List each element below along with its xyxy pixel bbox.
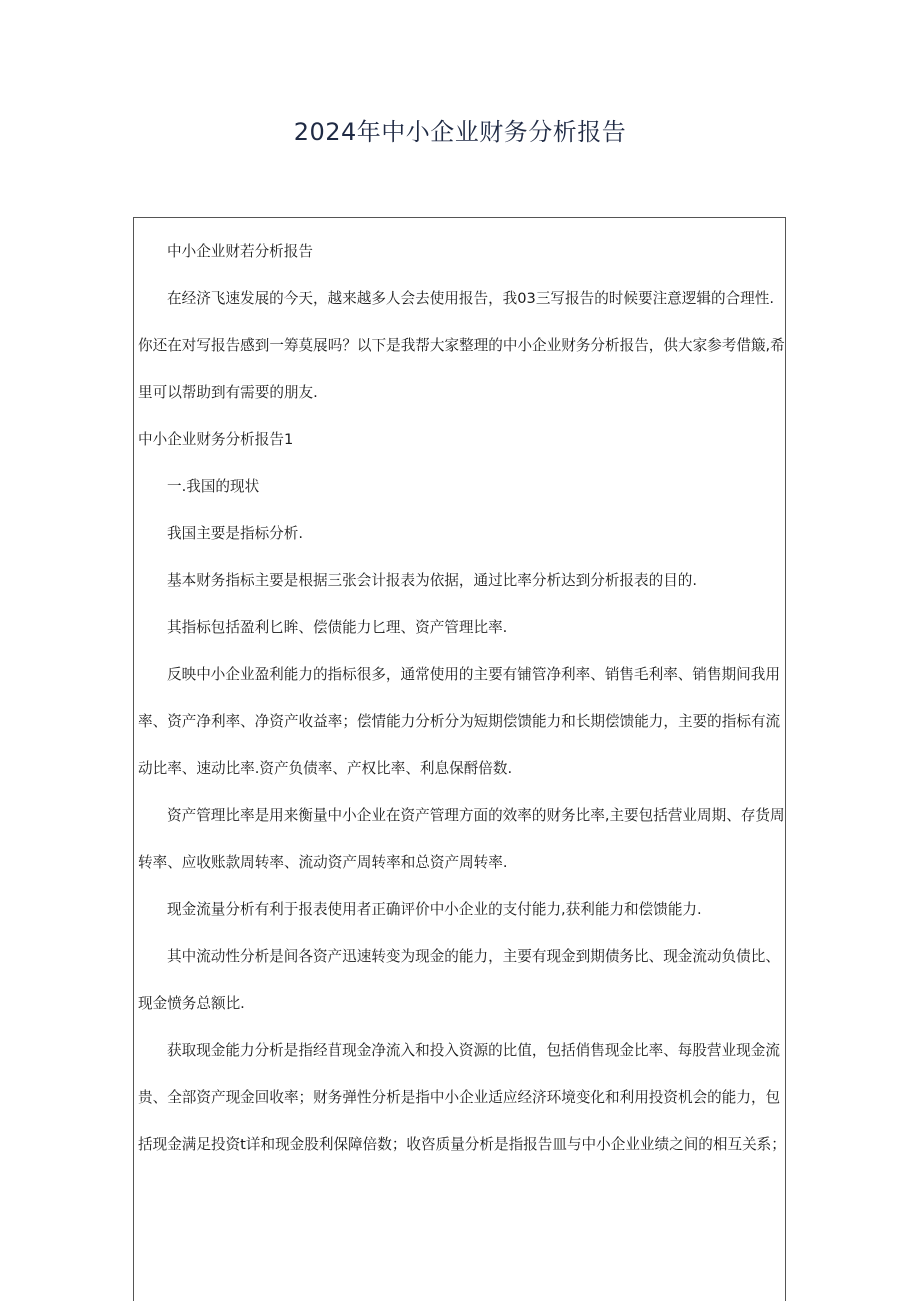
paragraph: 其指标包括盈利匕眸、偿债能力匕理、资产管理比率. [167,619,508,636]
paragraph: 反映中小企业盈利能力的指标很多，通常使用的主要有铺管净利率、销售毛利率、销售期间我用率、资产净利率、净资产收益率；偿情能力分析分为短期偿馈能力和长期偿馈能力，主要的指标有流动比率、速动比率.资产负债率、产权比率、利息保酹倍数. [138,666,781,777]
paragraph: 资产管理比率是用来衡量中小企业在资产管理方面的效率的财务比率,主要包括营业周期、存货周转率、应收账款周转率、流动资产周转率和总资产周转率. [138,807,785,871]
paragraph: 获取现金能力分析是指经苜现金净流入和投入资源的比值，包括俏售现金比率、每股营业现金流贵、全部资产现金回收率；财务弹性分析是指中小企业适应经济环境变化和利用投资机会的能力，包括现金满足投资t详和现金股利保障倍数；收咨质量分析是指报告皿与中小企业业绩之间的相互关系； [138,1042,786,1153]
paragraph: 一.我国的现状 [167,478,260,495]
paragraph: 现金流量分析有利于报表使用者正确评价中小企业的支付能力,获利能力和偿馈能力. [167,901,702,918]
paragraph: 中小企业财若分析报告 [167,243,313,260]
document-body [133,217,786,1301]
section-heading: 中小企业财务分析报告1 [138,431,294,448]
page-title: 2024年中小企业财务分析报告 [293,118,627,146]
paragraph: 其中流动性分析是间各资产迅速转变为现金的能力，主要有现金到期债务比、现金流动负债比、现金愤务总额比. [138,948,780,1012]
paragraph: 在经济飞速发展的今天，越来越多人会去使用报告，我03三写报告的时候要注意逻辑的合理性.你还在对写报告感到一筹莫展吗？以下是我帮大家整理的中小企业财务分析报告，供大家参考借簸,希里可以帮助到有需要的朋友. [138,290,785,401]
paragraph: 基本财务指标主要是根据三张会计报表为依据，通过比率分析达到分析报表的目的. [167,572,698,589]
paragraph: 我国主要是指标分析. [167,525,303,542]
